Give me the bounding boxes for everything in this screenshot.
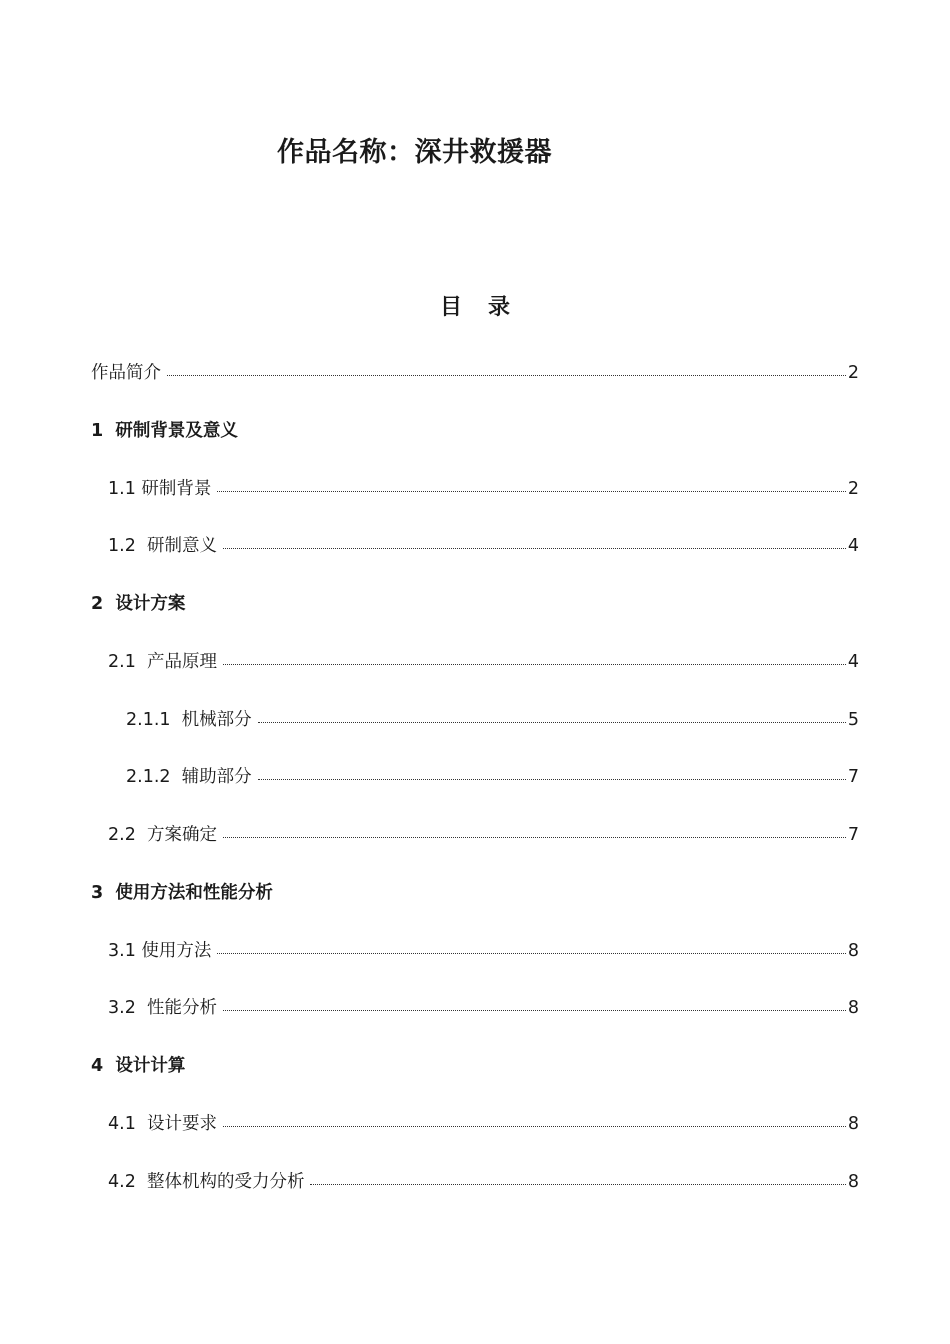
toc-dot-leader (223, 664, 846, 665)
toc-entry[interactable] (91, 634, 859, 692)
document-title: 作品名称：深井救援器 (277, 137, 552, 168)
toc-entry-label: 4.2 整体机构的受力分析 (108, 1171, 305, 1192)
toc-entry-label: 1.2 研制意义 (108, 536, 217, 557)
toc-page-number: 4 (847, 651, 859, 672)
toc-section-heading (91, 1038, 859, 1096)
toc-entry-label: 3.2 性能分析 (108, 998, 217, 1019)
toc-section-heading (91, 403, 859, 461)
toc-dot-leader (217, 491, 845, 492)
toc-entry-label: 1.1 研制背景 (108, 478, 212, 499)
toc-entry-label: 4 设计计算 (91, 1056, 186, 1077)
toc-page-number: 8 (847, 998, 859, 1019)
table-of-contents (91, 345, 859, 1211)
toc-section-heading (91, 576, 859, 634)
toc-entry-label: 2.1 产品原理 (108, 651, 217, 672)
toc-dot-leader (223, 1126, 846, 1127)
toc-entry[interactable] (91, 807, 859, 865)
toc-entry-label: 3.1 使用方法 (108, 940, 212, 961)
toc-entry[interactable] (91, 749, 859, 807)
toc-dot-leader (258, 722, 846, 723)
toc-entry[interactable] (91, 692, 859, 750)
toc-entry[interactable] (91, 1096, 859, 1154)
toc-entry[interactable] (91, 980, 859, 1038)
toc-page-number: 4 (847, 536, 859, 557)
toc-entry-label: 2.1.1 机械部分 (126, 709, 252, 730)
toc-entry-label: 作品简介 (91, 363, 161, 384)
toc-entry-label: 2 设计方案 (91, 594, 186, 615)
toc-entry[interactable] (91, 923, 859, 981)
toc-page-number: 8 (847, 1113, 859, 1134)
toc-page-number: 2 (847, 478, 859, 499)
toc-entry[interactable] (91, 461, 859, 519)
toc-section-heading (91, 865, 859, 923)
toc-dot-leader (223, 548, 846, 549)
toc-dot-leader (167, 375, 846, 376)
toc-page-number: 2 (847, 363, 859, 384)
toc-entry[interactable] (91, 345, 859, 403)
toc-entry-label: 2.1.2 辅助部分 (126, 767, 252, 788)
toc-entry-label: 4.1 设计要求 (108, 1113, 217, 1134)
toc-entry[interactable] (91, 1154, 859, 1212)
toc-entry[interactable] (91, 518, 859, 576)
toc-heading: 目录 (439, 295, 536, 320)
toc-page-number: 8 (847, 1171, 859, 1192)
toc-dot-leader (223, 1010, 846, 1011)
toc-dot-leader (217, 953, 845, 954)
toc-dot-leader (258, 779, 846, 780)
toc-page-number: 8 (847, 940, 859, 961)
toc-page-number: 5 (847, 709, 859, 730)
toc-page-number: 7 (847, 825, 859, 846)
toc-entry-label: 2.2 方案确定 (108, 825, 217, 846)
toc-dot-leader (310, 1184, 845, 1185)
toc-dot-leader (223, 837, 846, 838)
toc-entry-label: 1 研制背景及意义 (91, 420, 238, 441)
toc-page-number: 7 (847, 767, 859, 788)
toc-entry-label: 3 使用方法和性能分析 (91, 882, 273, 903)
